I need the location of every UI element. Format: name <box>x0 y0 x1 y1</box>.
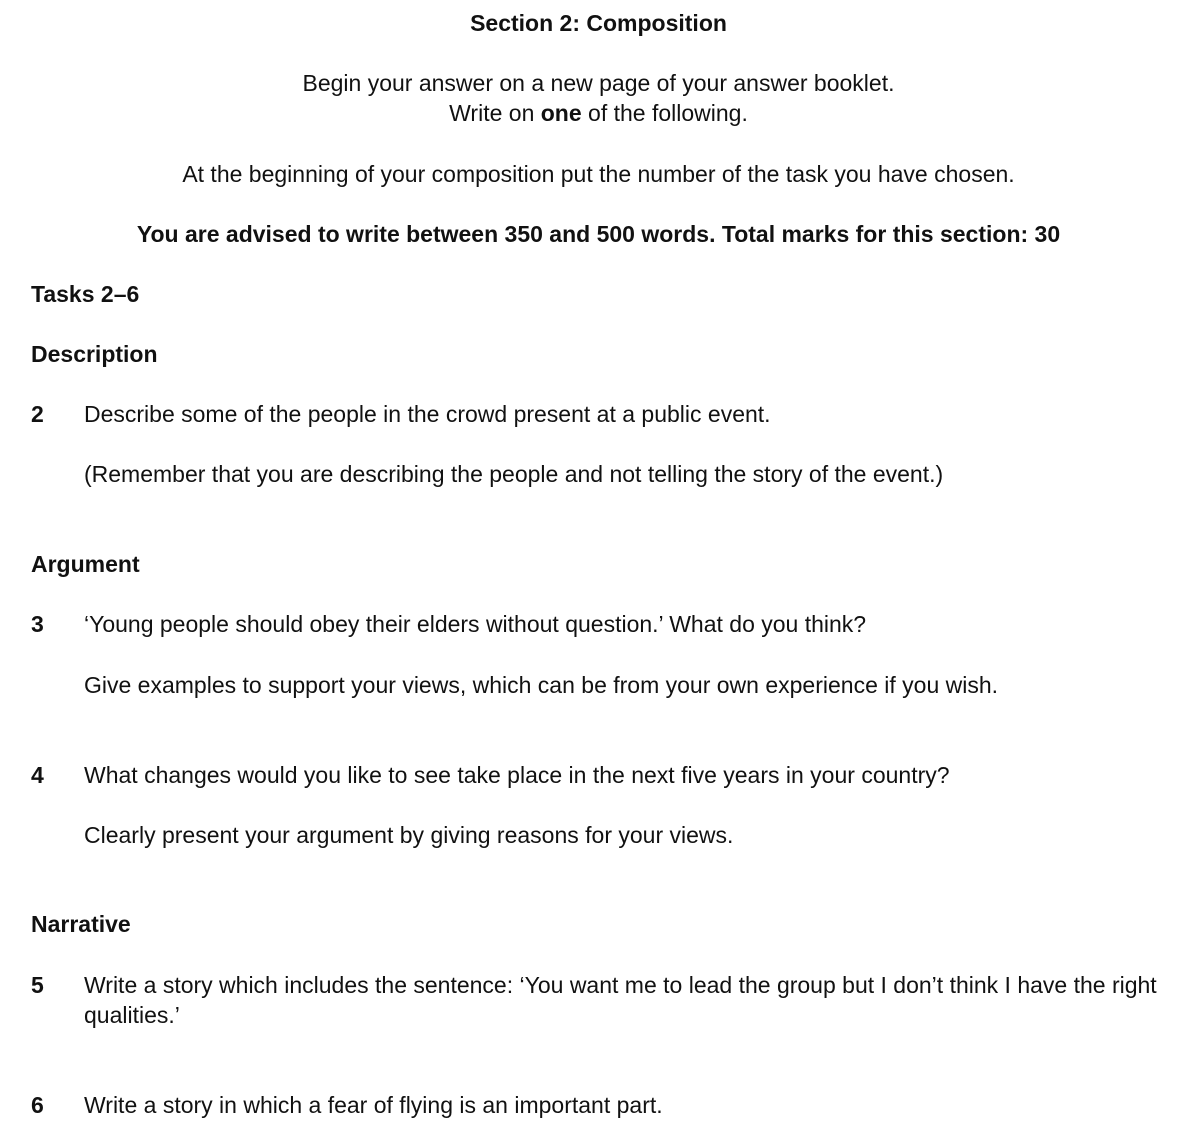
task-number: 2 <box>31 401 44 427</box>
category-narrative-heading: Narrative <box>31 911 131 937</box>
category-argument-heading: Argument <box>31 551 140 577</box>
task-prompt: What changes would you like to see take place in the next five years in your country? <box>84 762 950 788</box>
section-title: Section 2: Composition <box>470 10 727 36</box>
task-number: 6 <box>31 1092 44 1118</box>
task-number: 5 <box>31 972 44 998</box>
task-note: Clearly present your argument by giving reasons for your views. <box>84 822 734 848</box>
task-prompt: ‘Young people should obey their elders without question.’ What do you think? <box>84 611 867 637</box>
word-count-advice: You are advised to write between 350 and 500 words. Total marks for this section: 30 <box>136 221 1061 247</box>
instruction-line-2-pre: Write on <box>449 100 541 126</box>
instruction-line-2-post: of the following. <box>581 100 748 126</box>
instruction-line-2-emphasis: one <box>540 100 582 126</box>
instruction-line-3: At the beginning of your composition put the number of the task you have chosen. <box>182 161 1015 187</box>
instruction-line-2 <box>0 98 1197 128</box>
instruction-line-1: Begin your answer on a new page of your answer booklet. <box>302 70 895 96</box>
task-note: Give examples to support your views, which can be from your own experience if you wish. <box>84 672 999 698</box>
task-prompt: Write a story in which a fear of flying is an important part. <box>84 1092 663 1118</box>
category-description-heading: Description <box>31 341 158 367</box>
task-note: (Remember that you are describing the people and not telling the story of the event.) <box>84 461 944 487</box>
task-prompt: Write a story which includes the sentence: ‘You want me to lead the group but I don’t think I have the right qualities.’ <box>84 972 1157 1028</box>
task-prompt: Describe some of the people in the crowd present at a public event. <box>84 401 771 427</box>
task-number: 3 <box>31 611 44 637</box>
tasks-range-heading: Tasks 2–6 <box>31 281 140 307</box>
task-number: 4 <box>31 762 44 788</box>
